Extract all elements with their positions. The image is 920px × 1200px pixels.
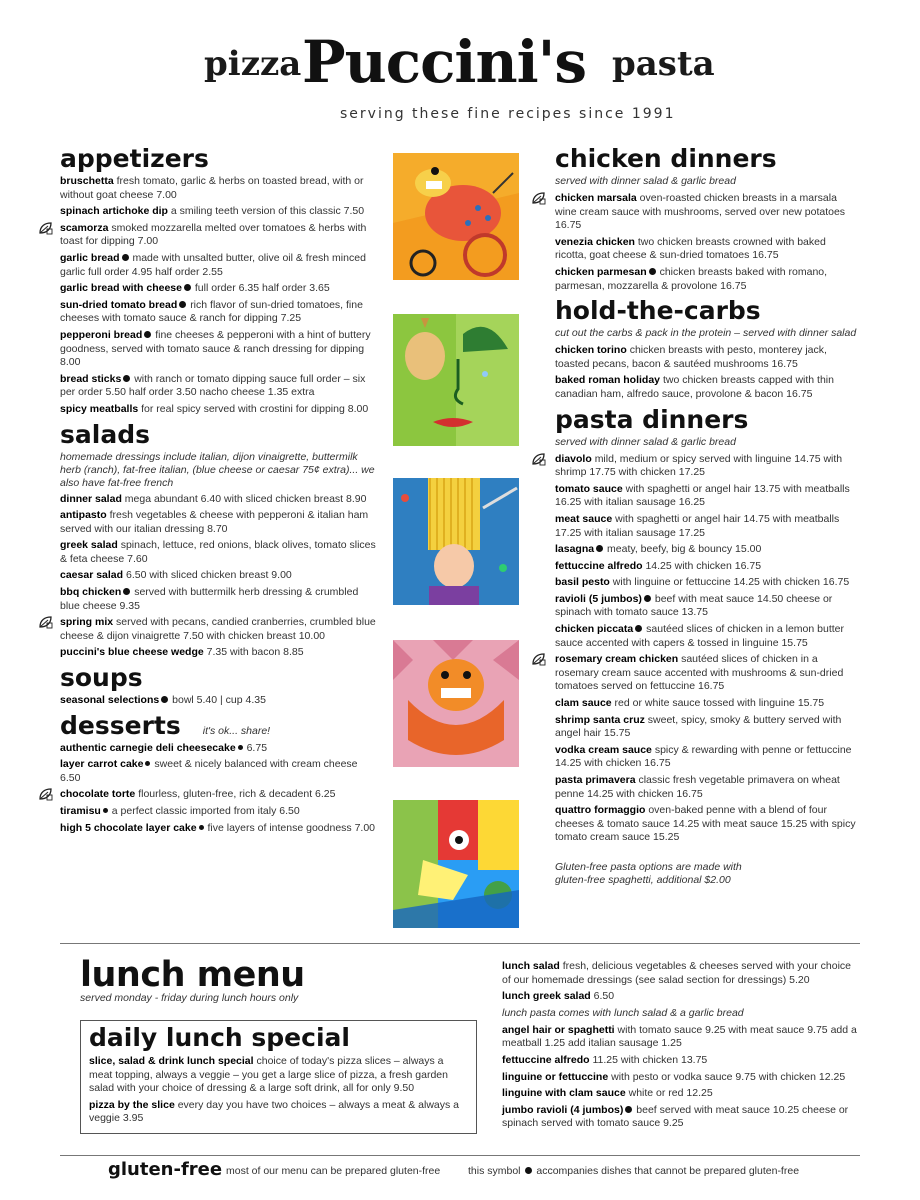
menu-item-name: spinach artichoke dip <box>60 205 168 218</box>
menu-item <box>555 483 860 510</box>
menu-item <box>89 1099 467 1126</box>
menu-item <box>60 569 380 583</box>
menu-item <box>555 593 860 620</box>
menu-item <box>60 805 380 819</box>
menu-item-name: antipasto <box>60 509 107 522</box>
gluten-free-leaf-icon <box>38 222 53 235</box>
menu-item-name: chocolate torte <box>60 788 136 801</box>
menu-item-desc: 6.50 <box>593 990 615 1003</box>
menu-item <box>60 788 380 802</box>
chicken-list <box>555 192 860 293</box>
menu-item <box>60 282 380 296</box>
menu-item-desc: fresh vegetables & cheese with pepperoni & italian ham served with our italian dressing 8.70 <box>60 509 369 535</box>
lunch-pasta-note: lunch pasta comes with lunch salad & a garlic bread <box>502 1006 744 1019</box>
gluten-free-symbol-note <box>468 1165 799 1177</box>
menu-item-name: rosemary cream chicken <box>555 653 679 666</box>
menu-item <box>555 344 860 371</box>
menu-item-name: ravioli (5 jumbos) <box>555 592 642 605</box>
menu-item-name: chicken torino <box>555 344 627 357</box>
menu-item-desc: mega abundant 6.40 with sliced chicken breast 8.90 <box>124 492 367 505</box>
not-gluten-free-dot-icon <box>625 1106 632 1113</box>
pasta-note: served with dinner salad & garlic bread <box>555 435 736 448</box>
art-bicycle-creature <box>393 153 519 280</box>
menu-item-desc: spinach, lettuce, red onions, black olives, tomato slices & feta cheese 7.60 <box>60 539 376 565</box>
bullet-icon <box>103 808 108 813</box>
menu-item <box>555 576 860 590</box>
menu-item <box>555 236 860 263</box>
menu-item-desc: sautéed slices of chicken in a rosemary cream sauce accented with mushrooms & sun-dried tomatoes served on fettuccine 16.75 <box>555 653 844 693</box>
header-word-pizza: pizza <box>204 44 302 84</box>
menu-item-desc: classic fresh vegetable primavera on wheat penne 14.25 with chicken 16.75 <box>555 774 840 800</box>
menu-item-desc: fine cheeses & pepperoni with a hint of buttery goodness, served with tomato sauce & ranch dressing for dipping 8.00 <box>60 328 371 369</box>
menu-item-name: fettuccine alfredo <box>555 559 643 572</box>
not-gluten-free-dot-icon <box>144 331 151 338</box>
gluten-free-leaf-icon <box>531 192 546 205</box>
menu-item <box>60 222 380 249</box>
art-grinning-creature <box>393 640 519 767</box>
section-title-chicken-dinners: chicken dinners <box>555 144 777 173</box>
not-gluten-free-dot-icon <box>184 284 191 291</box>
menu-item-name: authentic carnegie deli cheesecake <box>60 741 236 754</box>
menu-item <box>555 266 860 293</box>
menu-item <box>555 774 860 801</box>
menu-item-name: linguine or fettuccine <box>502 1070 609 1083</box>
gluten-free-pasta-note: Gluten-free pasta options are made with gluten-free spaghetti, additional $2.00 <box>555 860 742 886</box>
menu-item-name: shrimp santa cruz <box>555 713 645 726</box>
menu-item-desc: oven-roasted chicken breasts in a marsala wine cream sauce with mushrooms, served over new potatoes 16.75 <box>555 192 846 232</box>
art-pasta-hair-girl <box>393 478 519 605</box>
bullet-icon <box>199 825 204 830</box>
menu-item-name: caesar salad <box>60 569 124 582</box>
not-gluten-free-dot-icon <box>161 696 168 703</box>
menu-item-name: spring mix <box>60 616 114 629</box>
not-gluten-free-dot-icon <box>525 1167 532 1174</box>
section-title-appetizers: appetizers <box>60 144 209 173</box>
menu-item <box>555 560 860 574</box>
menu-item-desc: sweet, spicy, smoky & buttery served with angel hair 15.75 <box>555 713 842 740</box>
menu-item-desc: made with unsalted butter, olive oil & fresh minced garlic full order 4.95 half order 2.55 <box>60 251 366 278</box>
lunch-right-column <box>502 960 862 1134</box>
menu-item-name: venezia chicken <box>555 235 635 248</box>
menu-item-desc: smoked mozzarella melted over tomatoes & herbs with toast for dipping 7.00 <box>60 221 367 248</box>
appetizers-list <box>60 175 380 417</box>
not-gluten-free-dot-icon <box>635 625 642 632</box>
gluten-free-text: most of our menu can be prepared gluten-free <box>226 1165 441 1177</box>
menu-item-desc: fresh tomato, garlic & herbs on toasted bread, with or without goat cheese 7.00 <box>60 175 364 201</box>
menu-item-desc: meaty, beefy, big & bouncy 15.00 <box>607 543 762 556</box>
menu-item-desc: with spaghetti or angel hair 14.75 with meatballs 17.25 with italian sausage 17.25 <box>555 512 840 539</box>
menu-item-name: vodka cream sauce <box>555 743 652 756</box>
gluten-free-leaf-icon <box>38 788 53 801</box>
menu-item-desc: with linguine or fettuccine 14.25 with chicken 16.75 <box>612 576 850 589</box>
menu-item <box>60 493 380 507</box>
menu-item <box>60 205 380 219</box>
menu-item-name: garlic bread <box>60 251 120 264</box>
menu-item-name: chicken marsala <box>555 192 637 204</box>
menu-item-name: garlic bread with cheese <box>60 282 182 295</box>
daily-lunch-special-title: daily lunch special <box>89 1023 350 1052</box>
menu-item-desc: mild, medium or spicy served with linguine 14.75 with shrimp 17.75 with chicken 17.25 <box>555 452 843 479</box>
menu-item-desc: beef with meat sauce 14.50 cheese or spinach with tomato sauce 13.75 <box>555 592 833 619</box>
not-gluten-free-dot-icon <box>649 268 656 275</box>
menu-item-name: tiramisu <box>60 805 101 817</box>
symbol-note-suffix: accompanies dishes that cannot be prepared gluten-free <box>536 1165 800 1177</box>
menu-item-desc: every day you have two choices – always a meat & always a veggie 3.95 <box>89 1098 460 1125</box>
menu-item <box>555 744 860 771</box>
header-word-pasta: pasta <box>612 44 715 84</box>
menu-item-desc: 14.25 with chicken 16.75 <box>645 559 762 572</box>
menu-item <box>60 758 380 785</box>
desserts-list <box>60 742 380 836</box>
menu-item-desc: red or white sauce tossed with linguine 15.75 <box>614 697 825 710</box>
menu-item-desc: full order 6.35 half order 3.65 <box>194 282 330 295</box>
menu-item-desc: a smiling teeth version of this classic 7.50 <box>170 205 365 218</box>
menu-item-desc: with ranch or tomato dipping sauce full order – six per order 5.50 half order 3.50 nacho cheese 1.35 extra <box>60 372 366 399</box>
desserts-heading <box>60 712 380 740</box>
menu-item-desc: fresh, delicious vegetables & cheeses served with your choice of our homemade dressings (see salad section for dressings) 5.20 <box>502 960 852 986</box>
menu-item-desc: served with buttermilk herb dressing & crumbled blue cheese 9.35 <box>60 586 359 612</box>
menu-item-desc: white or red 12.25 <box>628 1087 713 1100</box>
menu-item <box>502 1054 862 1068</box>
left-column <box>60 145 380 838</box>
menu-item-name: chicken parmesan <box>555 265 647 278</box>
menu-item-name: linguine with clam sauce <box>502 1087 626 1100</box>
divider-top <box>60 943 860 944</box>
section-title-desserts: desserts <box>60 710 181 740</box>
menu-item-desc: spicy & rewarding with penne or fettuccine 14.25 with chicken 16.75 <box>555 743 852 770</box>
menu-item-name: basil pesto <box>555 576 610 589</box>
gluten-free-leaf-icon <box>531 653 546 666</box>
art-onion-face <box>393 314 519 446</box>
menu-item <box>60 539 380 566</box>
menu-item <box>555 804 860 845</box>
menu-item <box>502 960 862 987</box>
gluten-free-leaf-icon <box>38 616 53 629</box>
menu-item <box>502 1071 862 1085</box>
chicken-note: served with dinner salad & garlic bread <box>555 175 736 187</box>
menu-item-name: chicken piccata <box>555 623 634 636</box>
menu-item-name: seasonal selections <box>60 694 160 707</box>
desserts-note: it's ok... share! <box>202 724 271 737</box>
menu-item <box>60 403 380 417</box>
menu-item-name: spicy meatballs <box>60 402 139 415</box>
menu-item-desc: 6.50 with sliced chicken breast 9.00 <box>125 569 292 582</box>
menu-item <box>555 453 860 480</box>
not-gluten-free-dot-icon <box>122 254 129 261</box>
menu-item <box>555 623 860 650</box>
gluten-free-leaf-icon <box>531 453 546 466</box>
menu-item-desc: two chicken breasts crowned with baked ricotta, goat cheese & sun-dried tomatoes 16.75 <box>555 235 826 262</box>
menu-item <box>60 694 380 708</box>
carbs-note: cut out the carbs & pack in the protein – served with dinner salad <box>555 327 857 340</box>
gluten-free-title: gluten-free <box>108 1159 223 1180</box>
salads-note: homemade dressings include italian, dijon vinaigrette, buttermilk herb (ranch), fat-free italian, (blue cheese or caesar 75¢ extra)... we also have fat-free french <box>60 450 375 489</box>
menu-item-name: angel hair or spaghetti <box>502 1023 615 1036</box>
menu-item <box>89 1055 467 1096</box>
menu-item-name: quattro formaggio <box>555 804 646 817</box>
menu-item <box>60 586 380 613</box>
menu-item <box>60 175 380 202</box>
menu-item <box>60 329 380 370</box>
daily-lunch-special-list <box>89 1055 467 1129</box>
menu-item-name: pepperoni bread <box>60 328 143 341</box>
menu-item-name: bruschetta <box>60 175 114 187</box>
menu-item-desc: oven-baked penne with a blend of four cheeses & tomato sauce 14.25 with meat sauce 15.25 with spicy tomato cream sauce 15.25 <box>555 804 856 844</box>
not-gluten-free-dot-icon <box>644 595 651 602</box>
menu-item-name: jumbo ravioli (4 jumbos) <box>502 1103 624 1116</box>
menu-item <box>555 513 860 540</box>
menu-item-name: greek salad <box>60 539 118 552</box>
menu-item <box>555 543 860 557</box>
menu-item-name: lasagna <box>555 543 595 556</box>
lunch-title: lunch menu <box>80 955 305 995</box>
menu-item <box>502 1104 862 1131</box>
section-title-hold-the-carbs: hold-the-carbs <box>555 296 761 326</box>
menu-item-name: dinner salad <box>60 492 122 505</box>
bullet-icon <box>145 761 150 766</box>
section-title-pasta-dinners: pasta dinners <box>555 404 749 434</box>
menu-item <box>60 616 380 643</box>
art-cubist-faces <box>393 800 519 928</box>
menu-item-desc: for real spicy served with crostini for dipping 8.00 <box>141 402 369 415</box>
menu-item-name: slice, salad & drink lunch special <box>89 1055 254 1067</box>
lunch-note: served monday - friday during lunch hours only <box>80 992 299 1004</box>
menu-item-desc: beef served with meat sauce 10.25 cheese or spinach served with tomato sauce 9.25 <box>502 1103 849 1130</box>
menu-item-name: puccini's blue cheese wedge <box>60 646 204 659</box>
right-column <box>555 145 860 887</box>
menu-item-desc: chicken breasts with pesto, monterey jack, toasted pecans, bacon & sautéed mushrooms 16.75 <box>555 344 827 370</box>
menu-item-name: sun-dried tomato bread <box>60 298 178 311</box>
menu-item-desc: with tomato sauce 9.25 with meat sauce 9.75 add a meatball 1.25 add italian sausage 1.25 <box>502 1023 857 1050</box>
menu-item <box>60 822 380 836</box>
menu-item-desc: flourless, gluten-free, rich & decadent 6.25 <box>138 788 336 801</box>
tagline: serving these fine recipes since 1991 <box>340 106 676 122</box>
lunch-pasta-list <box>502 1024 862 1131</box>
not-gluten-free-dot-icon <box>123 375 130 382</box>
menu-item <box>502 1024 862 1051</box>
not-gluten-free-dot-icon <box>123 588 130 595</box>
menu-item-desc: two chicken breasts capped with thin canadian ham, alfredo sauce, provolone & bacon 16.75 <box>555 374 834 400</box>
brand-logo: Puccini's <box>302 28 587 96</box>
menu-item <box>60 646 380 660</box>
menu-item-name: scamorza <box>60 221 109 234</box>
menu-item-desc: sautéed slices of chicken in a lemon butter sauce accented with capers & tossed in linguine 15.75 <box>555 623 844 649</box>
menu-item <box>555 697 860 711</box>
menu-item-name: diavolo <box>555 452 592 465</box>
menu-item-name: bbq chicken <box>60 586 122 599</box>
menu-item <box>60 373 380 400</box>
menu-item-name: meat sauce <box>555 512 613 525</box>
menu-item <box>502 1087 862 1101</box>
menu-item-name: baked roman holiday <box>555 374 661 387</box>
lunch-salad-list <box>502 960 862 1004</box>
menu-item-name: fettuccine alfredo <box>502 1053 590 1066</box>
menu-item-name: tomato sauce <box>555 482 623 495</box>
menu-item-name: layer carrot cake <box>60 758 144 771</box>
pasta-list <box>555 453 860 845</box>
menu-item-name: pizza by the slice <box>89 1098 175 1111</box>
menu-item-desc: with pesto or vodka sauce 9.75 with chicken 12.25 <box>611 1070 846 1083</box>
menu-item-desc: bowl 5.40 | cup 4.35 <box>172 694 266 707</box>
menu-item <box>555 374 860 401</box>
menu-item-desc: 6.75 <box>246 741 268 754</box>
menu-item <box>555 192 860 233</box>
carbs-list <box>555 344 860 401</box>
menu-item <box>60 509 380 536</box>
menu-item-desc: five layers of intense goodness 7.00 <box>207 821 376 834</box>
menu-item-desc: sweet & nicely balanced with cream cheese 6.50 <box>60 758 358 784</box>
menu-item-desc: chicken breasts baked with romano, parmesan, mozzarella & provolone 16.75 <box>555 265 828 292</box>
menu-item-desc: choice of today's pizza slices – always a meat topping, always a veggie – you get a large slice of pizza, a fresh garden salad with your choice of dressing & a large soft drink, all for only 9.50 <box>89 1055 448 1095</box>
menu-item-desc: rich flavor of sun-dried tomatoes, fine cheeses with tomato sauce & ranch for dipping 7.25 <box>60 298 363 325</box>
bullet-icon <box>238 745 243 750</box>
menu-item-name: bread sticks <box>60 372 122 385</box>
menu-item <box>60 742 380 756</box>
divider-bottom <box>60 1155 860 1156</box>
daily-lunch-special-box <box>80 1020 477 1134</box>
soups-list <box>60 694 380 708</box>
menu-item <box>60 299 380 326</box>
not-gluten-free-dot-icon <box>179 301 186 308</box>
salads-list <box>60 493 380 661</box>
menu-item-name: lunch salad <box>502 960 560 972</box>
menu-item-name: pasta primavera <box>555 774 636 786</box>
menu-item <box>60 252 380 279</box>
menu-item-desc: 7.35 with bacon 8.85 <box>206 646 304 659</box>
section-title-soups: soups <box>60 663 143 693</box>
menu-item-desc: served with pecans, candied cranberries, crumbled blue cheese & dijon vinaigrette 7.50 with chicken breast 10.00 <box>60 616 376 642</box>
menu-item-name: lunch greek salad <box>502 990 591 1003</box>
menu-item-desc: a perfect classic imported from italy 6.50 <box>111 805 300 817</box>
menu-item <box>555 653 860 694</box>
not-gluten-free-dot-icon <box>596 545 603 552</box>
symbol-note-prefix: this symbol <box>468 1165 521 1177</box>
menu-item <box>555 714 860 741</box>
menu-item-name: high 5 chocolate layer cake <box>60 821 197 834</box>
menu-item <box>502 990 862 1004</box>
section-title-salads: salads <box>60 419 150 449</box>
menu-item-desc: 11.25 with chicken 13.75 <box>592 1053 708 1066</box>
menu-item-name: clam sauce <box>555 697 612 710</box>
menu-item-desc: with spaghetti or angel hair 13.75 with meatballs 16.25 with italian sausage 16.25 <box>555 482 850 509</box>
